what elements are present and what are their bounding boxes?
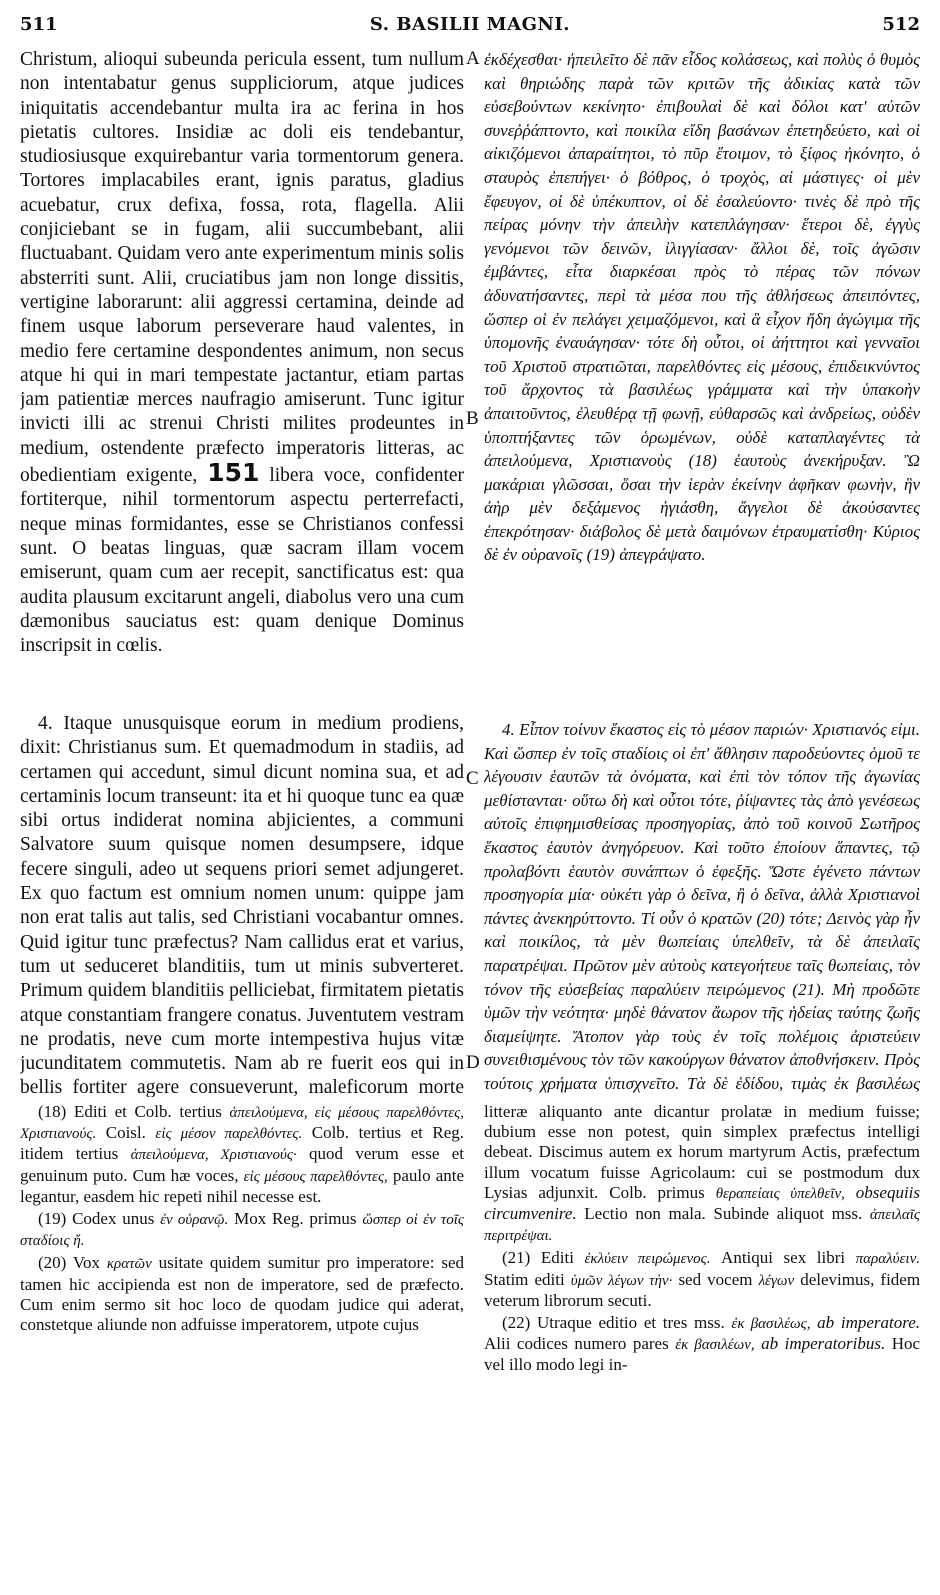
greek-column-top bbox=[484, 48, 920, 698]
note-greek: ἐκλύειν πειρώμενος. bbox=[584, 1251, 711, 1268]
note-greek: παραλύειν. bbox=[855, 1251, 920, 1268]
note-text: (20) Vox bbox=[38, 1253, 100, 1273]
note-text: Mox Reg. primus bbox=[234, 1209, 357, 1229]
note-text: Hoc vel illo modo legi in- bbox=[484, 1334, 920, 1375]
footnote-21 bbox=[484, 1248, 920, 1311]
note-text: litteræ aliquanto ante dicantur prolatæ in medium fuisse; dubium esse non potest, quin simplex præfectus intelligi debeat. Discimus autem ex horum martyrum Actis, præfectum illum vocatum fuisse Agricolaum: cui se postmodum dux Lysias adjunxit. Colb. primus bbox=[484, 1102, 920, 1202]
note-greek: λέγων bbox=[758, 1272, 795, 1289]
note-greek: ἐν οὐρανῷ. bbox=[160, 1212, 229, 1229]
note-italic: ab imperatore. bbox=[817, 1313, 920, 1333]
note-text: sed vocem bbox=[678, 1269, 753, 1289]
note-greek: εἰς μέσους παρελθόντες, bbox=[243, 1168, 388, 1185]
footnotes-left bbox=[20, 1102, 464, 1582]
note-text: (22) Utraque editio et tres mss. bbox=[502, 1313, 725, 1333]
page-number-right: 512 bbox=[882, 14, 920, 35]
latin-column-top bbox=[20, 48, 464, 788]
note-greek: ἐκ βασιλέως, bbox=[731, 1316, 811, 1333]
footnotes-right bbox=[484, 1102, 920, 1582]
latin-text: Christum, alioqui subeunda pericula essent, tum nullum non intentabatur genus suppliciorum, atque judices iniquitatis accendebantur multa ira ac ferina in hos pietatis cultores. Insidiæ ac doli eis tendebantur, studiosiusque exquirebantur varia tormentorum genera. Tortores implacabiles erant, ignis paratus, gladius acuebatur, crux defixa, fossa, rota, flagella. Alii conjiciebant se in fugam, alii succumbebant, alii fluctuabant. Quidam vero ante experimentum minis solis absterriti sunt. Alii, cruciatibus jam non longe dissitis, vertigine laborarunt: alii aggressi certamina, deinde ad finem usque laborum perseverare haud valentes, in medio fere certamine despondentes animum, non secus atque hi qui in mari tempestate jactantur, etiam partas jam patientiæ merces naufragio amiserunt. Tunc igitur invicti illi ac strenui Christi milites prodeuntes in medium, ostendente præfecto imperatoris litteras, ac obedientiam exigente, bbox=[20, 49, 464, 487]
note-text: Lectio non mala. Subinde aliquot mss. bbox=[584, 1204, 863, 1224]
section-marker-c: C bbox=[466, 768, 479, 789]
running-header bbox=[20, 14, 920, 42]
note-greek: εἰς μέσον παρελθόντες. bbox=[155, 1126, 303, 1143]
note-text: (19) Codex unus bbox=[38, 1209, 155, 1229]
running-title: S. BASILII MAGNI. bbox=[369, 14, 571, 35]
footnote-20 bbox=[20, 1253, 464, 1335]
footnote-20-continued bbox=[484, 1102, 920, 1246]
footnote-19 bbox=[20, 1209, 464, 1251]
note-greek: ἐκ βασιλέων, bbox=[675, 1337, 755, 1354]
latin-paragraph bbox=[20, 48, 464, 658]
note-text: Alii codices numero pares bbox=[484, 1334, 669, 1354]
latin-column-section-4 bbox=[20, 712, 464, 1097]
greek-column-section-4 bbox=[484, 718, 920, 1098]
latin-paragraph-4: 4. Itaque unusquisque eorum in medium prodiens, dixit: Christianus sum. Et quemadmodum in stadiis, ad certamen qui accedunt, simul dicunt nomina sua, et ad certaminis locum transeunt: ita et hi quoque tunc ea quæ sibi ortus indiderat nomina abjicientes, a communi Salvatore suum quisque nomen desumpsere, idque fecere singuli, adeo ut sequens priori semet adjungeret. Ex quo factum est omnium nomen unum: quippe jam non erat talis aut talis, sed Christiani vocabantur omnes. Quid igitur tunc præfectus? Nam callidus erat et varius, tum ut seduceret blanditiis, tum ut minis subverteret. Primum quidem blanditiis pelliciebat, firmitatem pietatis atque constantiam frangere conatus. Juventutem vestram ne prodatis, neve cum morte intempestiva hujus vitæ jucunditatem commutetis. Nam ab re fuerit eos qui in bellis fortiter agere consueverunt, maleficorum morte bbox=[20, 713, 464, 1097]
note-greek: θεραπείαις ὑπελθεῖν, bbox=[715, 1185, 845, 1202]
page-number-left: 511 bbox=[20, 14, 58, 35]
note-text: Coisl. bbox=[105, 1123, 146, 1143]
note-greek: ἀπειλούμενα, Χριστιανούς· bbox=[130, 1147, 297, 1164]
note-text: quod verum esse et genuinum puto. Cum hæ voces, bbox=[20, 1144, 464, 1185]
note-text: Colb. tertius et Reg. itidem tertius bbox=[20, 1123, 464, 1164]
section-marker-a: A bbox=[466, 48, 480, 69]
note-greek: κρατῶν bbox=[106, 1256, 152, 1273]
note-text: Antiqui sex libri bbox=[721, 1248, 846, 1268]
note-text: Statim editi bbox=[484, 1269, 565, 1289]
section-marker-b: B bbox=[466, 408, 479, 429]
note-greek: ὥσπερ οἱ ἐν τοῖς σταδίοις ἤ. bbox=[20, 1212, 464, 1250]
note-greek: ὑμῶν λέγων τὴν· bbox=[570, 1272, 673, 1289]
note-italic: obsequiis circumvenire. bbox=[484, 1182, 920, 1224]
latin-text: libera voce, confidenter fortiterque, nihil tormentorum aspectu perterrefacti, neque minas formidantes, esse se Christianos confessi sunt. O beatas linguas, quæ sacram illam vocem emiserunt, quam cum aer recepit, sanctificatus est: qua audita plausum excitarunt angeli, diabolus vero una cum dæmonibus sauciatus est: quam denique Dominus inscripsit in cœlis. bbox=[20, 465, 464, 657]
footnote-22 bbox=[484, 1313, 920, 1376]
footnote-18 bbox=[20, 1102, 464, 1207]
greek-paragraph: ἐκδέχεσθαι· ἠπειλεῖτο δὲ πᾶν εἶδος κολάσεως, καὶ πολὺς ὁ θυμὸς καὶ θηριώδης παρὰ τῶν κριτῶν τῆς ἀδικίας κατὰ τῶν εὐσεβούντων κεκίνητο· ἐπιβουλαὶ δὲ καὶ δόλοι κατ' αὐτῶν συνεῤῥάπτοντο, καὶ ποικίλα εἴδη βασάνων ἐπετηδεύετο, καὶ οἱ αἰκιζόμενοι ἀπαραίτητοι, τὸ πῦρ ἕτοιμον, τὸ ξίφος ἠκόνητο, ὁ σταυρὸς ἐπεπήγει· ὁ βόθρος, ὁ τροχὸς, αἱ μάστιγες· οἱ μὲν ἔφευγον, οἱ δὲ ὑπέκυπτον, οἱ δὲ ἐσαλεύοντο· τινὲς δὲ πρὸ τῆς πείρας μόνην τὴν ἀπειλὴν κατεπλάγησαν· ἕτεροι δὲ, ἐγγὺς γενόμενοι τῶν δεινῶν, ἰλιγγίασαν· ἄλλοι δὲ, τοῖς ἀγῶσιν ἐμβάντες, εἶτα διαρκέσαι πρὸς τὸ πέρας τῶν πόνων ἀδυνατήσαντες, περὶ τὰ μέσα που τῆς ἀθλήσεως ἀπειπόντες, ὥσπερ οἱ ἐν πελάγει χειμαζόμενοι, καὶ ἃ εἶχον ἤδη ἀγώγιμα τῆς ὑπομονῆς ἐναυάγησαν· τότε δὴ οὗτοι, οἱ ἀήττητοι καὶ γενναῖοι τοῦ Χριστοῦ στρατιῶται, παρελθόντες εἰς μέσους, ἐπιδεικνύντος τοῦ ἄρχοντος τὰ βασιλέως γράμματα καὶ τὴν ὑπακοὴν ἀπαιτοῦντος, ἐλευθέρᾳ τῇ φωνῇ, εὐθαρσῶς καὶ ἀνδρείως, οὐδὲν ὑποπτήξαντες τῶν ὁρωμένων, οὐδὲ καταπλαγέντες τὰ ἀπειλούμενα, Χριστιανοὺς (18) ἑαυτοὺς ἀνεκήρυξαν. Ὢ μακάριαι γλῶσσαι, ὅσαι τὴν ἱερὰν ἐκείνην ἀφῆκαν φωνὴν, ἣν ἀὴρ μὲν δεξάμενος ἡγιάσθη, ἄγγελοι δὲ ἀκούσαντες ἐπεκρότησαν· διάβολος δὲ μετὰ δαιμόνων ἐτραυματίσθη· Κύριος δὲ ἐν οὐρανοῖς (19) ἀπεγράψατο. bbox=[484, 50, 920, 565]
note-greek: ἀπειλούμενα, εἰς μέσους παρελθόντες, Χριστιανούς. bbox=[20, 1105, 464, 1143]
note-text: delevimus, fidem veterum librorum secuti. bbox=[484, 1269, 920, 1310]
note-greek: ἀπειλαῖς περιτρέψαι. bbox=[484, 1207, 920, 1245]
note-text: (21) Editi bbox=[502, 1248, 574, 1268]
greek-paragraph-4: 4. Εἶπον τοίνυν ἕκαστος εἰς τὸ μέσον παριών· Χριστιανός εἰμι. Καὶ ὥσπερ ἐν τοῖς σταδίοις οἱ ἐπ' ἄθλησιν παροδεύοντες ὁμοῦ τε λέγουσιν ἑαυτῶν τὰ ὀνόματα, καὶ ἐπὶ τὸν τόπον τῆς ἀγωνίας μεθίστανται· οὕτω δὴ καὶ οὗτοι τότε, ῥίψαντες τὰς ἀπὸ γενέσεως αὐτοῖς ἐπιφημισθείσας προσηγορίας, ἀπὸ τοῦ κοινοῦ Σωτῆρος ἕκαστος ἑαυτὸν ἀνηγόρευον. Καὶ τοῦτο ἐποίουν ἅπαντες, τῷ προλαβόντι ἑαυτὸν συνάπτων ὁ ἐφεξῆς. Ὥστε ἐγένετο πάντων προσηγορία μία· οὐκέτι γὰρ ὁ δεῖνα, ἢ ὁ δεῖνα, ἀλλὰ Χριστιανοὶ πάντες ἀνεκηρύττοντο. Τί οὖν ὁ κρατῶν (20) τότε; Δεινὸς γὰρ ἦν καὶ ποικίλος, τὰ μὲν θωπείαις ὑπελθεῖν, τὰ δὲ ἀπειλαῖς παρατρέψαι. Πρῶτον μὲν αὐτοὺς κατεγοήτευε ταῖς θωπείαις, τὸν τόνον τῆς εὐσεβείας παραλύειν πειρώμενος (21). Μὴ προδῶτε ὑμῶν τὴν νεότητα· μηδὲ θάνατον ἄωρον τῆς ἡδείας ταύτης ζωῆς διαμείψητε. Ἄτοπον γὰρ τοὺς ἐν τοῖς πολέμοις ἀριστεύειν συνειθισμένους τὸν τῶν κακούργων θάνατον ἀποθνήσκειν. Πρὸς τούτοις χρήματα ὑπισχνεῖτο. Τὰ δὲ ἐδίδου, τιμὰς ἐκ βασιλέως bbox=[484, 720, 920, 1093]
note-text: paulo ante legantur, easdem hic repeti nihil necesse est. bbox=[20, 1165, 464, 1206]
note-text: usitate quidem sumitur pro imperatore: sed tamen hic accipienda est non de imperatore, sed de præfecto. Cum enim sermo sit hoc loco de quodam judice qui aderat, constetque aliunde non adfuisse imperatorem, utpote cujus bbox=[20, 1253, 464, 1335]
note-italic: ab imperatoribus. bbox=[761, 1334, 886, 1354]
margin-page-number: 151 bbox=[207, 458, 260, 488]
section-marker-d: D bbox=[466, 1052, 480, 1073]
note-text: (18) Editi et Colb. tertius bbox=[38, 1102, 222, 1121]
